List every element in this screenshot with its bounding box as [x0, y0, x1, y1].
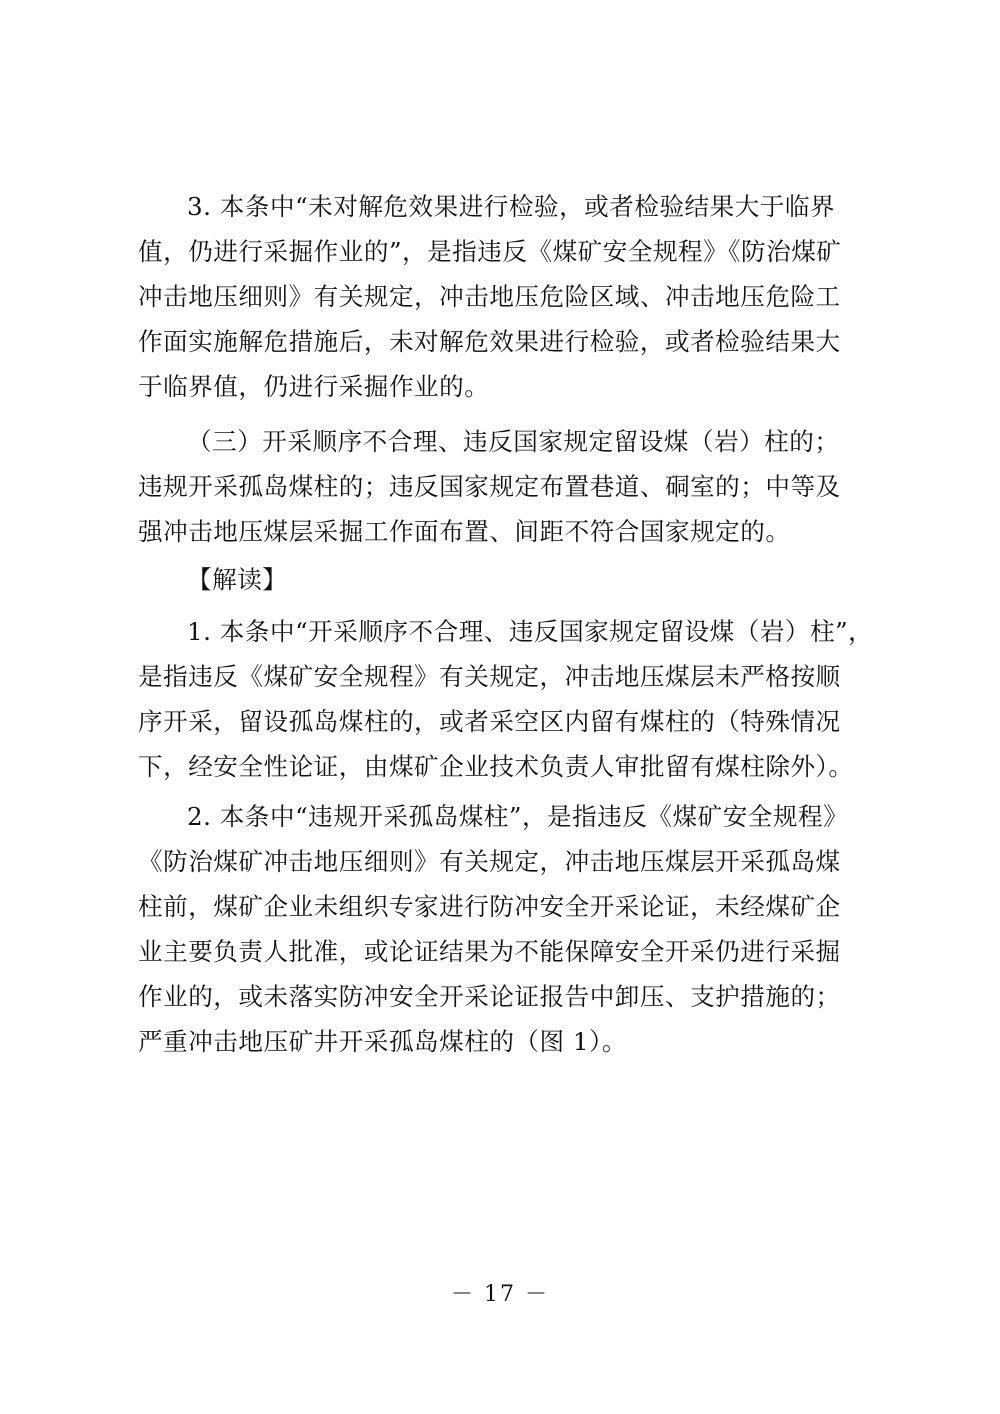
- paragraph-item-3-line-4: 作面实施解危措施后，未对解危效果进行检验，或者检验结果大: [138, 327, 841, 356]
- paragraph-item-2-line-2: 《防治煤矿冲击地压细则》有关规定，冲击地压煤层开采孤岛煤: [138, 847, 841, 876]
- paragraph-item-1-line-3: 序开采，留设孤岛煤柱的，或者采空区内留有煤柱的（特殊情况: [138, 707, 841, 736]
- clause-3-line-2: 违规开采孤岛煤柱的；违反国家规定布置巷道、硐室的；中等及: [138, 472, 841, 501]
- paragraph-item-2-line-1: 2. 本条中“违规开采孤岛煤柱”，是指违反《煤矿安全规程》: [187, 802, 849, 831]
- paragraph-item-2-line-6: 严重冲击地压矿井开采孤岛煤柱的（图 1）。: [138, 1027, 627, 1056]
- paragraph-item-3-line-1: 3. 本条中“未对解危效果进行检验，或者检验结果大于临界: [187, 192, 836, 221]
- paragraph-item-1-line-1: 1. 本条中“开采顺序不合理、违反国家规定留设煤（岩）柱”，: [187, 617, 874, 646]
- paragraph-item-1-line-4: 下，经安全性论证，由煤矿企业技术负责人审批留有煤柱除外）。: [138, 752, 854, 781]
- page-number: － 17 －: [451, 1282, 549, 1307]
- paragraph-item-1-line-2: 是指违反《煤矿安全规程》有关规定，冲击地压煤层未严格按顺: [138, 662, 841, 691]
- paragraph-item-2-line-4: 业主要负责人批准，或论证结果为不能保障安全开采仍进行采掘: [138, 937, 841, 966]
- interpretation-heading: 【解读】: [187, 565, 288, 594]
- paragraph-item-2-line-3: 柱前，煤矿企业未组织专家进行防冲安全开采论证，未经煤矿企: [138, 892, 841, 921]
- clause-3-line-3: 强冲击地压煤层采掘工作面布置、间距不符合国家规定的。: [138, 517, 791, 546]
- paragraph-item-3-line-2: 值，仍进行采掘作业的”，是指违反《煤矿安全规程》《防治煤矿: [138, 237, 842, 266]
- clause-3-line-1: （三）开采顺序不合理、违反国家规定留设煤（岩）柱的；: [187, 427, 840, 456]
- paragraph-item-2-line-5: 作业的，或未落实防冲安全开采论证报告中卸压、支护措施的；: [138, 982, 841, 1011]
- paragraph-item-3-line-3: 冲击地压细则》有关规定，冲击地压危险区域、冲击地压危险工: [138, 282, 841, 311]
- paragraph-item-3-line-5: 于临界值，仍进行采掘作业的。: [138, 372, 490, 401]
